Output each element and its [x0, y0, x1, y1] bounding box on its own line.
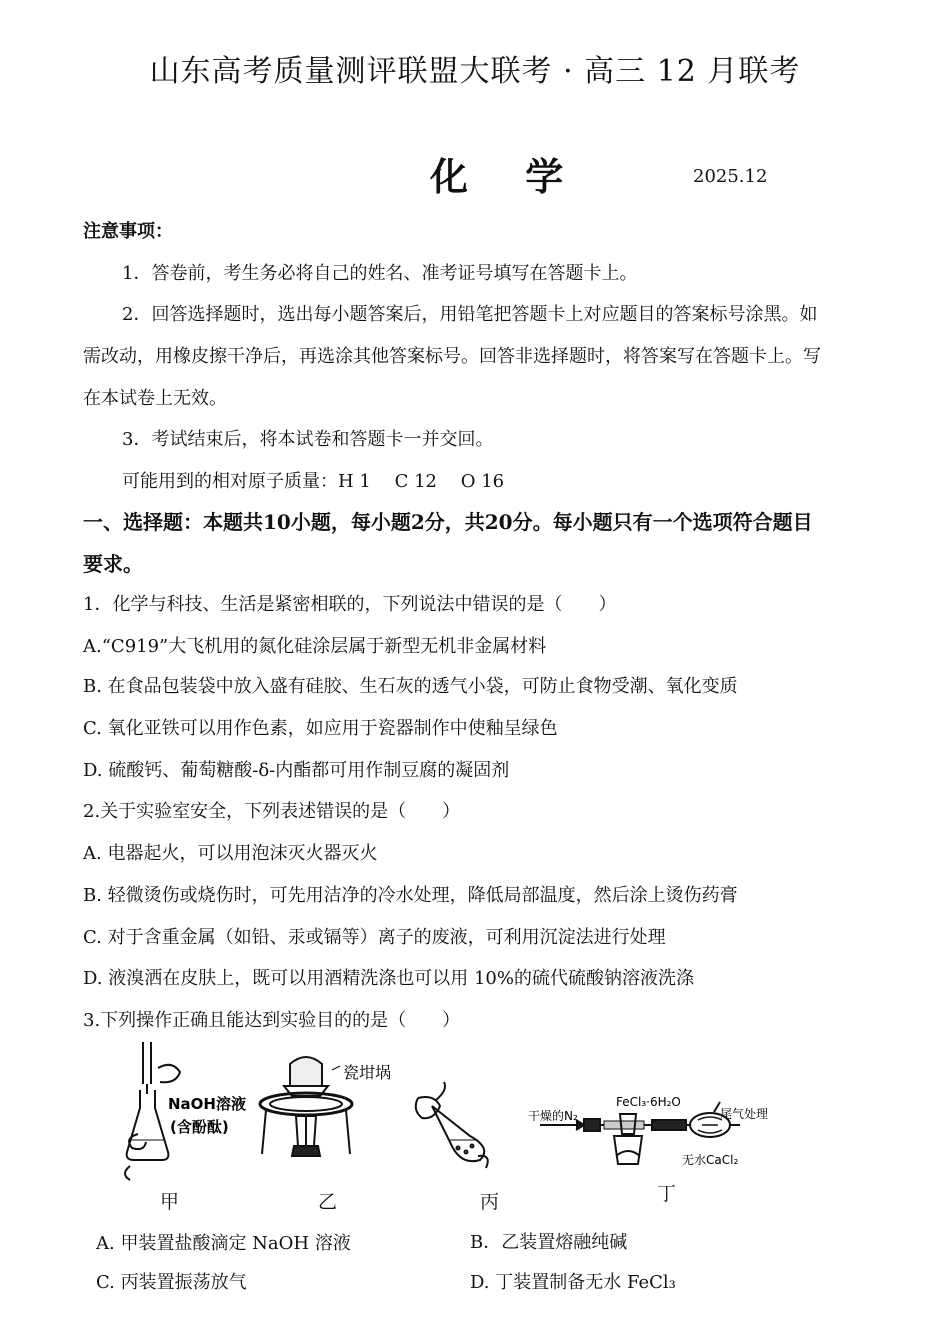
- question-1-option-a: A.“C919”大飞机用的氮化硅涂层属于新型无机非金属材料: [83, 636, 547, 657]
- tail-gas-label: 尾气处理: [720, 1107, 769, 1121]
- fecl3-hexahydrate-label: FeCl₃·6H₂O: [616, 1095, 681, 1109]
- question-2-option-d: D. 液溴洒在皮肤上，既可以用酒精洗涤也可以用 10%的硫代硫酸钠溶液洗涤: [83, 968, 694, 989]
- crucible-apparatus-yi: [260, 1057, 352, 1156]
- naoh-solution-label: NaOH溶液: [168, 1095, 246, 1113]
- question-1-option-c: C. 氧化亚铁可以用作色素，如应用于瓷器制作中使釉呈绿色: [83, 718, 558, 739]
- question-3-apparatus-figure: [100, 1042, 800, 1182]
- question-3-option-d: D. 丁装置制备无水 FeCl₃: [470, 1272, 676, 1293]
- question-1-option-b: B. 在食品包装袋中放入盛有硅胶、生石灰的透气小袋，可防止食物受潮、氧化变质: [83, 676, 738, 697]
- figure-caption-jia: 甲: [160, 1191, 180, 1213]
- section-1-heading-line-1: 一、选择题：本题共10小题，每小题2分，共20分。每小题只有一个选项符合题目: [83, 510, 813, 534]
- section-1-heading-line-2: 要求。: [83, 552, 143, 576]
- question-2-option-c: C. 对于含重金属（如铅、汞或镉等）离子的废液，可利用沉淀法进行处理: [83, 927, 666, 948]
- separatory-funnel-bing: [416, 1082, 488, 1168]
- figure-caption-yi: 乙: [318, 1191, 338, 1213]
- apparatus-drawing: [100, 1042, 800, 1182]
- notice-item-2-line-1: 2．回答选择题时，选出每小题答案后，用铅笔把答题卡上对应题目的答案标号涂黑。如: [122, 304, 818, 325]
- notice-item-1: 1．答卷前，考生务必将自己的姓名、准考证号填写在答题卡上。: [122, 263, 638, 284]
- question-3-option-a: A. 甲装置盐酸滴定 NaOH 溶液: [96, 1233, 351, 1254]
- question-1-stem: 1．化学与科技、生活是紧密相联的，下列说法中错误的是（ ）: [83, 594, 617, 615]
- dry-nitrogen-label: 干燥的N₂: [528, 1109, 578, 1123]
- question-3-option-c: C. 丙装置振荡放气: [96, 1272, 247, 1293]
- notice-item-2-line-2: 需改动，用橡皮擦干净后，再选涂其他答案标号。回答非选择题时，将答案写在答题卡上。写: [83, 346, 821, 367]
- question-2-option-b: B. 轻微烫伤或烧伤时，可先用洁净的冷水处理，降低局部温度，然后涂上烫伤药膏: [83, 885, 738, 906]
- exam-header-title: 山东高考质量测评联盟大联考 · 高三 12 月联考: [149, 54, 801, 89]
- exam-date: 2025.12: [693, 166, 768, 187]
- question-2-option-a: A. 电器起火，可以用泡沫灭火器灭火: [83, 843, 378, 864]
- subject-title: 化 学: [430, 154, 586, 199]
- figure-caption-ding: 丁: [657, 1183, 677, 1205]
- phenolphthalein-label: (含酚酞): [170, 1118, 229, 1136]
- notice-heading: 注意事项：: [83, 221, 173, 242]
- anhydrous-cacl2-label: 无水CaCl₂: [682, 1153, 739, 1167]
- question-2-stem: 2.关于实验室安全，下列表述错误的是（ ）: [83, 801, 461, 822]
- figure-caption-bing: 丙: [480, 1191, 500, 1213]
- atomic-masses: 可能用到的相对原子质量：H 1 C 12 O 16: [122, 471, 505, 492]
- cropped-bottom-line: [96, 1268, 896, 1293]
- notice-item-2-line-3: 在本试卷上无效。: [83, 388, 227, 409]
- question-3-option-b: B．乙装置熔融纯碱: [470, 1232, 628, 1253]
- question-1-option-d: D. 硫酸钙、葡萄糖酸-δ-内酯都可用作制豆腐的凝固剂: [83, 760, 510, 781]
- notice-item-3: 3．考试结束后，将本试卷和答题卡一并交回。: [122, 429, 494, 450]
- crucible-label: 瓷坩埚: [343, 1063, 392, 1082]
- question-3-stem: 3.下列操作正确且能达到实验目的的是（ ）: [83, 1010, 461, 1031]
